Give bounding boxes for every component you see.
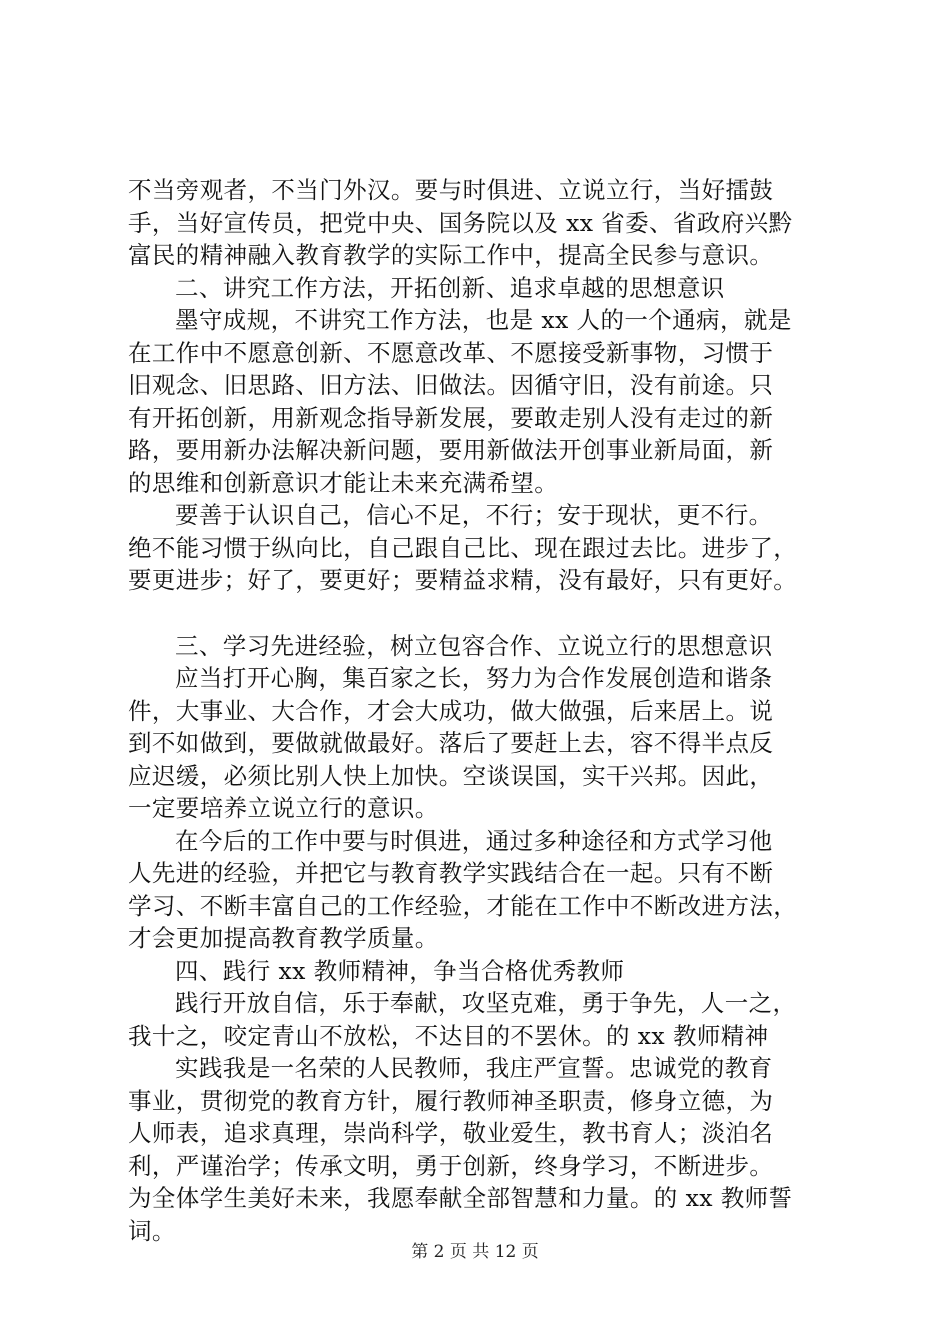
paragraph-line: 事业，贯彻党的教育方针，履行教师神圣职责，修身立德，为 xyxy=(128,1086,774,1115)
paragraph-line: 词。 xyxy=(128,1216,176,1245)
paragraph-line: 手，当好宣传员，把党中央、国务院以及 xx 省委、省政府兴黔 xyxy=(128,208,793,237)
paragraph-line: 的思维和创新意识才能让未来充满希望。 xyxy=(128,468,559,497)
paragraph-line: 旧观念、旧思路、旧方法、旧做法。因循守旧，没有前途。只 xyxy=(128,371,774,399)
paragraph-line: 应迟缓，必须比别人快上加快。空谈误国，实干兴邦。因此， xyxy=(128,761,774,790)
paragraph-line: 要更进步；好了，要更好；要精益求精，没有最好，只有更好。 xyxy=(128,566,798,594)
paragraph-line: 有开拓创新，用新观念指导新发展，要敢走别人没有走过的新 xyxy=(128,403,774,432)
paragraph-line: 为全体学生美好未来，我愿奉献全部智慧和力量。的 xx 教师誓 xyxy=(128,1184,793,1212)
paragraph-line: 要善于认识自己，信心不足，不行；安于现状，更不行。 xyxy=(175,501,773,529)
paragraph-line: 我十之，咬定青山不放松，不达目的不罢休。的 xx 教师精神 xyxy=(128,1021,769,1050)
blank-line xyxy=(128,597,848,630)
paragraph-line: 学习、不断丰富自己的工作经验，才能在工作中不断改进方法， xyxy=(128,891,798,920)
paragraph-line: 不当旁观者，不当门外汉。要与时俱进、立说立行，当好擂鼓 xyxy=(128,176,774,204)
paragraph-line: 件，大事业、大合作，才会大成功，做大做强，后来居上。说 xyxy=(128,696,774,725)
document-body xyxy=(128,174,848,1247)
paragraph-line: 富民的精神融入教育教学的实际工作中，提高全民参与意识。 xyxy=(128,241,774,269)
page-number-footer: 第 2 页 共 12 页 xyxy=(411,1242,539,1262)
paragraph-line: 才会更加提高教育教学质量。 xyxy=(128,924,439,952)
paragraph-line: 践行开放自信，乐于奉献，攻坚克难，勇于争先，人一之， xyxy=(175,989,797,1017)
paragraph-line: 实践我是一名荣的人民教师，我庄严宣誓。忠诚党的教育 xyxy=(175,1054,773,1082)
section-heading-4: 四、践行 xx 教师精神，争当合格优秀教师 xyxy=(175,956,625,985)
paragraph-line: 到不如做到，要做就做最好。落后了要赶上去，容不得半点反 xyxy=(128,729,774,757)
paragraph-line: 人先进的经验，并把它与教育教学实践结合在一起。只有不断 xyxy=(128,859,774,887)
paragraph-line: 墨守成规，不讲究工作方法，也是 xx 人的一个通病，就是 xyxy=(175,306,792,334)
paragraph-line: 应当打开心胸，集百家之长，努力为合作发展创造和谐条 xyxy=(175,664,773,692)
paragraph-line: 绝不能习惯于纵向比，自己跟自己比、现在跟过去比。进步了， xyxy=(128,533,798,562)
paragraph-line: 在工作中不愿意创新、不愿意改革、不愿接受新事物，习惯于 xyxy=(128,338,774,367)
section-heading-2: 二、讲究工作方法，开拓创新、追求卓越的思想意识 xyxy=(175,273,725,302)
paragraph-line: 一定要培养立说立行的意识。 xyxy=(128,794,439,822)
section-heading-3: 三、学习先进经验，树立包容合作、立说立行的思想意识 xyxy=(175,631,773,660)
paragraph-line: 路，要用新办法解决新问题，要用新做法开创事业新局面，新 xyxy=(128,436,774,464)
paragraph-line: 人师表，追求真理，崇尚科学，敬业爱生，教书育人；淡泊名 xyxy=(128,1119,774,1147)
paragraph-line: 利，严谨治学；传承文明，勇于创新，终身学习，不断进步。 xyxy=(128,1151,774,1180)
paragraph-line: 在今后的工作中要与时俱进，通过多种途径和方式学习他 xyxy=(175,826,773,855)
